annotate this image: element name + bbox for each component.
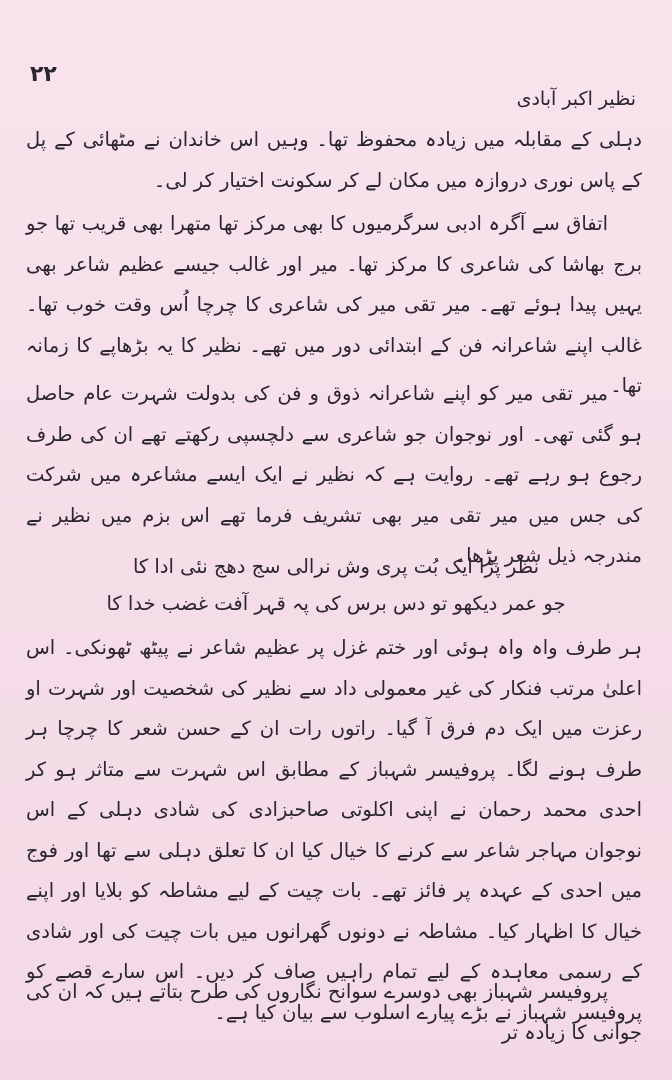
paragraph-text: میر تقی میر کو اپنے شاعرانہ ذوق و فن کی بدولت شہرت عام حاصل ہو گئی تھی۔ اور نوجوان جو شاعری سے دلچسپی رکھتے تھے ان کی طرف رجوع ہو رہے تھے۔ روایت ہے کہ نظیر نے ایک ایسے مشاعرہ میں شرکت کی جس میں میر تقی میر بھی تشریف فرما تھے اس بزم میں نظیر نے مندرجہ ذیل شعر پڑھا۔: [26, 382, 642, 567]
verse-couplet: [60, 548, 612, 622]
paragraph-1: [26, 120, 642, 201]
paragraph-text: ہر طرف واہ واہ ہوئی اور ختم غزل پر عظیم شاعر نے پیٹھ ٹھونکی۔ اس اعلیٰ مرتب فنکار کی غیر معمولی داد سے نظیر کی شخصیت اور شہرت او رعزت میں ایک دم فرق آ گیا۔ راتوں رات ان کے حسن شعر کا چرچا ہر طرف ہونے لگا۔ پروفیسر شہباز کے مطابق اس شہرت سے متاثر ہو کر احدی محمد رحمان نے اپنی اکلوتی صاحبزادی کی شادی دہلی کے اس نوجوان مہاجر شاعر سے کرنے کا خیال کیا ان کا تعلق دہلی سے تھا اور فوج میں احدی کے عہدہ پر فائز تھے۔ بات چیت کے لیے مشاطہ کو بلایا اور اپنے خیال کا اظہار کیا۔ مشاطہ نے دونوں گھرانوں میں بات چیت کی اور شادی کے رسمی معاہدہ کے لیے تمام راہیں صاف کر دیں۔ اس سارے قصے کو پروفیسر شہباز نے بڑے پیارے اسلوب سے بیان کیا ہے۔: [26, 636, 642, 1024]
page-number: ۲۲: [30, 62, 57, 87]
verse-line-1: نظر پڑا ایک بُت پری وش نرالی سج دھج نئی ادا کا: [132, 555, 540, 578]
running-title: نظیر اکبر آبادی: [516, 88, 636, 110]
paragraph-text: اتفاق سے آگرہ ادبی سرگرمیوں کا بھی مرکز تھا متھرا بھی قریب تھا جو برج بھاشا کی شاعری کا مرکز تھا۔ میر اور غالب جیسے عظیم شاعر بھی یہیں پیدا ہوئے تھے۔ میر تقی میر کی شاعری کا چرچا اُس وقت خوب تھا۔ غالب اپنے شاعرانہ فن کے ابتدائی دور میں تھے۔ نظیر کا یہ بڑھاپے کا زمانہ تھا۔: [26, 212, 642, 397]
verse-line-2: جو عمر دیکھو تو دس برس کی پہ قہر آفت غضب خدا کا: [106, 592, 566, 615]
paragraph-5: [26, 972, 642, 1053]
paragraph-3: [26, 374, 642, 577]
paragraph-text: دہلی کے مقابلہ میں زیادہ محفوظ تھا۔ وہیں اس خاندان نے مٹھائی کے پل کے پاس نوری دروازہ میں مکان لے کر سکونت اختیار کر لی۔: [26, 128, 642, 192]
paragraph-text: پروفیسر شہباز بھی دوسرے سوانح نگاروں کی طرح بتاتے ہیں کہ ان کی جوانی کا زیادہ تر: [26, 980, 642, 1044]
